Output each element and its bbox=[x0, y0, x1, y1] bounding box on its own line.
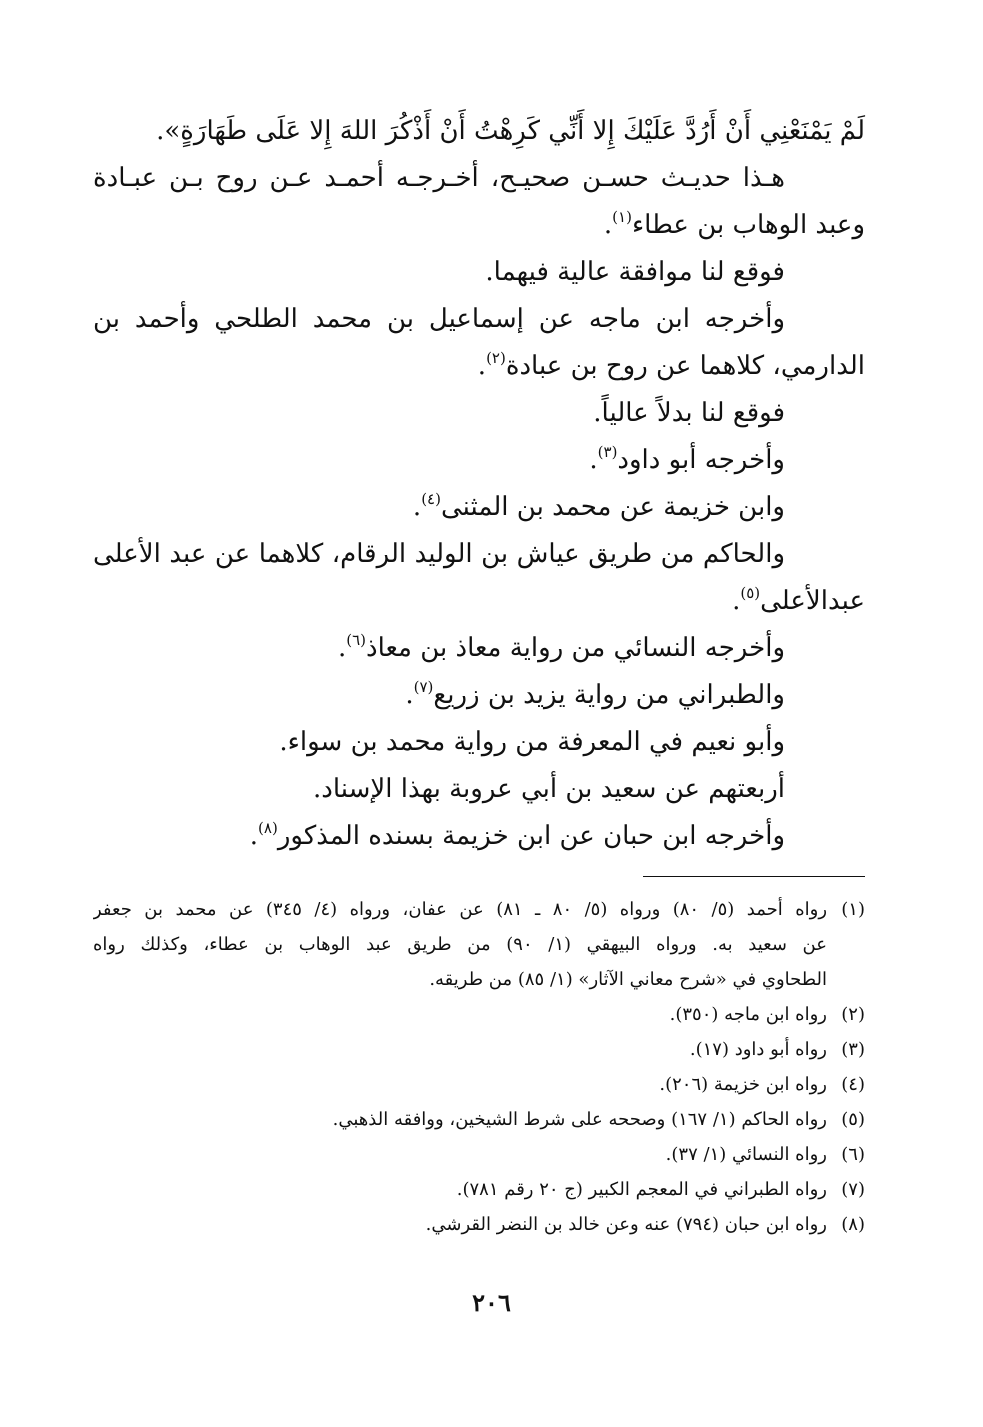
footnote-text: عن سعيد به. ورواه البيهقي (١/ ٩٠) من طريق عبد الوهاب بن عطاء، وكذلك رواه bbox=[93, 934, 827, 955]
footnote-number: (٣) bbox=[841, 1039, 865, 1060]
footnote-number: (٨) bbox=[841, 1214, 865, 1235]
text-line: فوقع لنا موافقة عالية فيهما. bbox=[485, 257, 785, 287]
footnote-marker[interactable]: (٨) bbox=[258, 819, 278, 837]
footnote-text: رواه ابن حبان (٧٩٤) عنه وعن خالد بن النضر القرشي. bbox=[425, 1214, 827, 1235]
footnote-text: رواه ابن خزيمة (٢٠٦). bbox=[659, 1074, 827, 1095]
footnote bbox=[93, 1032, 865, 1067]
text-line: وأخرجه ابن ماجه عن إسماعيل بن محمد الطلحي وأحمد بن bbox=[93, 304, 785, 334]
footnote bbox=[93, 1067, 865, 1102]
text-line: وأخرجه أبو داود$^{(٣)}$. bbox=[589, 443, 785, 475]
footnote bbox=[93, 1102, 865, 1137]
footnote-marker[interactable]: (١) bbox=[612, 208, 632, 226]
footnote bbox=[93, 892, 865, 927]
footnote-number: (٢) bbox=[841, 1004, 865, 1025]
text-line: وابن خزيمة عن محمد بن المثنى$^{(٤)}$. bbox=[412, 490, 785, 522]
text-line: وأخرجه النسائي من رواية معاذ بن معاذ$^{(٦)}$. bbox=[337, 631, 785, 663]
page-number: ٢٠٦ bbox=[472, 1288, 511, 1317]
main-text bbox=[93, 108, 865, 860]
footnote-marker[interactable]: (٦) bbox=[346, 631, 366, 649]
footnotes bbox=[93, 892, 865, 1242]
footnote-marker[interactable]: (٤) bbox=[421, 490, 441, 508]
footnote-number: (٦) bbox=[841, 1144, 865, 1165]
footnote-marker[interactable]: (٢) bbox=[486, 349, 506, 367]
text-line: عبدالأعلى$^{(٥)}$. bbox=[732, 584, 865, 616]
footnote-number: (١) bbox=[841, 899, 865, 920]
footnote bbox=[93, 1172, 865, 1207]
text-line: والحاكم من طريق عياش بن الوليد الرقام، كلاهما عن عبد الأعلى bbox=[93, 539, 785, 569]
footnote-marker[interactable]: (٣) bbox=[597, 443, 618, 461]
text-line: الدارمي، كلاهما عن روح بن عبادة$^{(٢)}$. bbox=[477, 349, 865, 381]
text-line: وأخرجه ابن حبان عن ابن خزيمة بسنده المذكور$^{(٨)}$. bbox=[249, 819, 785, 851]
footnote-text: رواه الحاكم (١/ ١٦٧) وصححه على شرط الشيخين، ووافقه الذهبي. bbox=[332, 1109, 827, 1130]
footnote-separator bbox=[643, 876, 865, 877]
text-line: فوقع لنا بدلاً عالياً. bbox=[593, 398, 785, 428]
footnote-text: رواه أحمد (٥/ ٨٠) ورواه (٥/ ٨٠ ـ ٨١) عن عفان، ورواه (٤/ ٣٤٥) عن محمد بن جعفر bbox=[93, 899, 827, 920]
text-line: وأبو نعيم في المعرفة من رواية محمد بن سواء. bbox=[279, 727, 785, 757]
footnote-text: رواه ابن ماجه (٣٥٠). bbox=[669, 1004, 827, 1025]
footnote-marker[interactable]: (٧) bbox=[413, 678, 434, 696]
footnote bbox=[93, 1207, 865, 1242]
text-line: هـذا حديـث حسـن صحيـح، أخـرجـه أحمـد عـن روح بـن عبـادة bbox=[93, 163, 785, 193]
footnote-continuation bbox=[93, 927, 865, 997]
footnote-number: (٧) bbox=[841, 1179, 865, 1200]
footnote-number: (٤) bbox=[841, 1074, 865, 1095]
text-line: وعبد الوهاب بن عطاء$^{(١)}$. bbox=[603, 208, 865, 240]
footnote-number: (٥) bbox=[841, 1109, 865, 1130]
footnote bbox=[93, 997, 865, 1032]
text-line: والطبراني من رواية يزيد بن زريع$^{(٧)}$. bbox=[405, 678, 785, 710]
footnote-text: رواه النسائي (١/ ٣٧). bbox=[665, 1144, 827, 1165]
text-line: لَمْ يَمْنَعْنِي أَنْ أَرُدَّ عَلَيْكَ إِلا أَنِّي كَرِهْتُ أَنْ أَذْكُرَ اللهَ إِلا عَلَى طَهَارَةٍ». bbox=[156, 116, 865, 146]
text-line: أربعتهم عن سعيد بن أبي عروبة بهذا الإسناد. bbox=[313, 774, 785, 804]
footnote bbox=[93, 1137, 865, 1172]
footnote-marker[interactable]: (٥) bbox=[740, 584, 761, 602]
footnote-text: الطحاوي في «شرح معاني الآثار» (١/ ٨٥) من طريقه. bbox=[429, 969, 827, 990]
footnote-text: رواه أبو داود (١٧). bbox=[689, 1039, 827, 1060]
footnote-text: رواه الطبراني في المعجم الكبير (ج ٢٠ رقم ٧٨١). bbox=[456, 1179, 827, 1200]
